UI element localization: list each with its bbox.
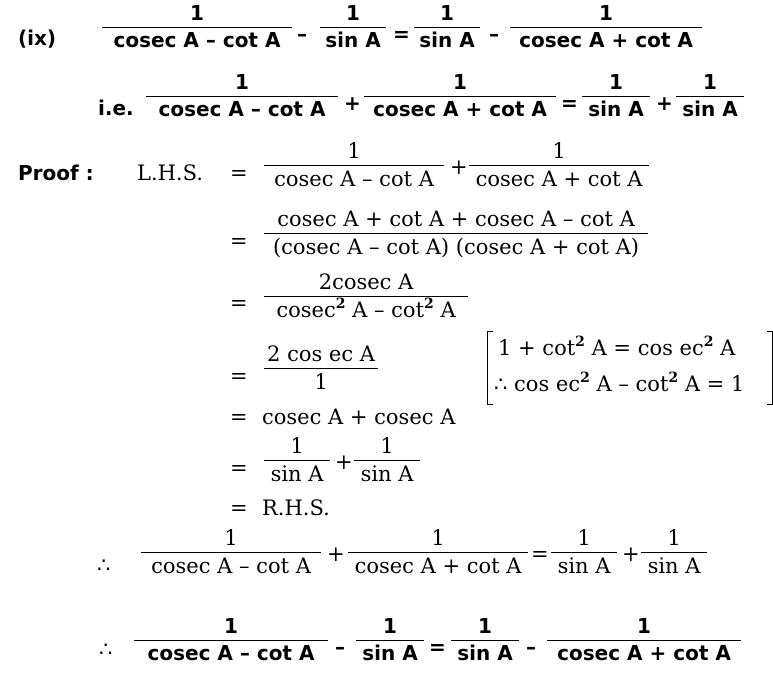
fraction-denominator: (cosec A – cot A) (cosec A + cot A) <box>272 235 640 260</box>
fraction-numerator: 1 <box>346 1 360 25</box>
step6-term2 <box>354 434 420 486</box>
plus-operator: + <box>344 91 361 115</box>
step2-fraction <box>264 207 648 259</box>
fraction-numerator: 1 <box>703 70 717 94</box>
conc2-term4 <box>547 615 741 665</box>
fraction-numerator: 1 <box>190 1 204 25</box>
fraction-numerator: 1 <box>347 139 361 163</box>
fraction-numerator: 1 <box>290 434 304 458</box>
fraction-denominator: sin A <box>588 97 644 121</box>
fraction-numerator: 2cosec A <box>318 270 414 294</box>
eq2-term3 <box>582 71 650 121</box>
fraction-bar <box>141 552 321 553</box>
fraction-denominator: sin A <box>419 28 475 52</box>
conc1-term4 <box>641 526 707 578</box>
conc1-term1 <box>141 526 321 578</box>
eq1-term3 <box>414 2 480 52</box>
fraction-numerator: 1 <box>577 526 591 550</box>
fraction-bar <box>354 460 420 461</box>
plus-operator: + <box>335 450 353 474</box>
conc2-term1 <box>134 615 328 665</box>
fraction-denominator: sin A <box>270 462 324 487</box>
eq2-term4 <box>676 71 744 121</box>
step3-fraction <box>264 270 468 322</box>
equals-sign: = <box>393 22 410 46</box>
identity-bracket <box>487 332 773 404</box>
fraction-bar <box>348 552 528 553</box>
fraction-denominator: 1 <box>314 370 328 395</box>
eq2-term1 <box>146 71 338 121</box>
fraction-bar <box>264 233 648 234</box>
fraction-denominator: cosec A + cot A <box>475 167 643 192</box>
minus-operator: – <box>526 635 536 659</box>
fraction-bar <box>264 296 468 297</box>
equals-sign: = <box>531 542 549 566</box>
equals-sign: = <box>230 229 248 253</box>
fraction-numerator: 1 <box>380 434 394 458</box>
therefore-symbol: ∴ <box>97 553 111 577</box>
fraction-denominator: sin A <box>325 28 381 52</box>
eq2-term2 <box>364 71 556 121</box>
fraction-denominator: cosec A + cot A <box>557 641 731 665</box>
minus-operator: – <box>335 635 345 659</box>
therefore-symbol: ∴ <box>99 637 113 661</box>
equals-sign: = <box>230 405 248 429</box>
plus-operator: + <box>450 155 468 179</box>
conc2-term2 <box>356 615 424 665</box>
fraction-bar <box>551 552 617 553</box>
fraction-numerator: 1 <box>667 526 681 550</box>
step6-term1 <box>264 434 330 486</box>
rhs-label: R.H.S. <box>262 496 330 520</box>
fraction-numerator: 1 <box>431 526 445 550</box>
fraction-denominator: cosec A – cot A <box>274 167 434 192</box>
fraction-denominator: cosec A + cot A <box>373 97 547 121</box>
fraction-numerator: 1 <box>609 70 623 94</box>
fraction-numerator: 1 <box>224 614 238 638</box>
step4-fraction <box>264 342 378 394</box>
fraction-bar <box>264 460 330 461</box>
equals-sign: = <box>230 291 248 315</box>
fraction-denominator: cosec A – cot A <box>147 641 315 665</box>
eq1-term1 <box>102 2 292 52</box>
conc2-term3 <box>451 615 519 665</box>
problem-label: (ix) <box>18 26 57 50</box>
equals-sign: = <box>230 496 248 520</box>
step1-term2 <box>469 139 649 191</box>
fraction-bar <box>264 368 378 369</box>
fraction-denominator: cosec$^2$ A – $\cot^2 A$ <box>276 296 456 323</box>
equals-sign: = <box>230 364 248 388</box>
step1-term1 <box>264 139 444 191</box>
plus-operator: + <box>327 542 345 566</box>
plus-operator: + <box>622 542 640 566</box>
fraction-denominator: sin A <box>647 554 701 579</box>
proof-label: Proof : <box>18 161 94 185</box>
fraction-numerator: 1 <box>453 70 467 94</box>
equals-sign: = <box>230 456 248 480</box>
step5-expression: cosec A + cosec A <box>262 405 456 429</box>
fraction-bar <box>264 165 444 166</box>
conc1-term3 <box>551 526 617 578</box>
fraction-numerator: 2 cos ec A <box>267 342 375 366</box>
fraction-numerator: 1 <box>383 614 397 638</box>
plus-operator: + <box>656 91 673 115</box>
fraction-denominator: cosec A – cot A <box>151 554 311 579</box>
fraction-denominator: cosec A – cot A <box>113 28 281 52</box>
fraction-numerator: 1 <box>224 526 238 550</box>
identity-line-2: ∴ $\cos ec^2$ $A - \cot^2 A = 1$ <box>494 370 745 396</box>
fraction-denominator: cosec A + cot A <box>519 28 693 52</box>
fraction-numerator: 1 <box>235 70 249 94</box>
minus-operator: – <box>297 22 307 46</box>
fraction-numerator: 1 <box>637 614 651 638</box>
fraction-numerator: 1 <box>552 139 566 163</box>
equals-sign: = <box>230 161 248 185</box>
fraction-numerator: 1 <box>478 614 492 638</box>
fraction-bar <box>641 552 707 553</box>
fraction-denominator: sin A <box>682 97 738 121</box>
lhs-label: L.H.S. <box>137 161 203 185</box>
fraction-denominator: cosec A – cot A <box>158 97 326 121</box>
fraction-denominator: sin A <box>362 641 418 665</box>
identity-line-1: $1 + \cot^2 A = \cos ec^2$ A <box>498 334 736 360</box>
minus-operator: – <box>489 22 499 46</box>
ie-label: i.e. <box>98 96 134 120</box>
eq1-term4 <box>510 2 702 52</box>
conc1-term2 <box>348 526 528 578</box>
equals-sign: = <box>429 635 446 659</box>
equals-sign: = <box>561 91 578 115</box>
fraction-numerator: 1 <box>599 1 613 25</box>
fraction-denominator: cosec A + cot A <box>354 554 522 579</box>
eq1-term2 <box>320 2 386 52</box>
fraction-denominator: sin A <box>457 641 513 665</box>
fraction-bar <box>469 165 649 166</box>
fraction-numerator: 1 <box>440 1 454 25</box>
fraction-denominator: sin A <box>557 554 611 579</box>
fraction-denominator: sin A <box>360 462 414 487</box>
fraction-numerator: cosec A + cot A + cosec A – cot A <box>277 207 635 231</box>
